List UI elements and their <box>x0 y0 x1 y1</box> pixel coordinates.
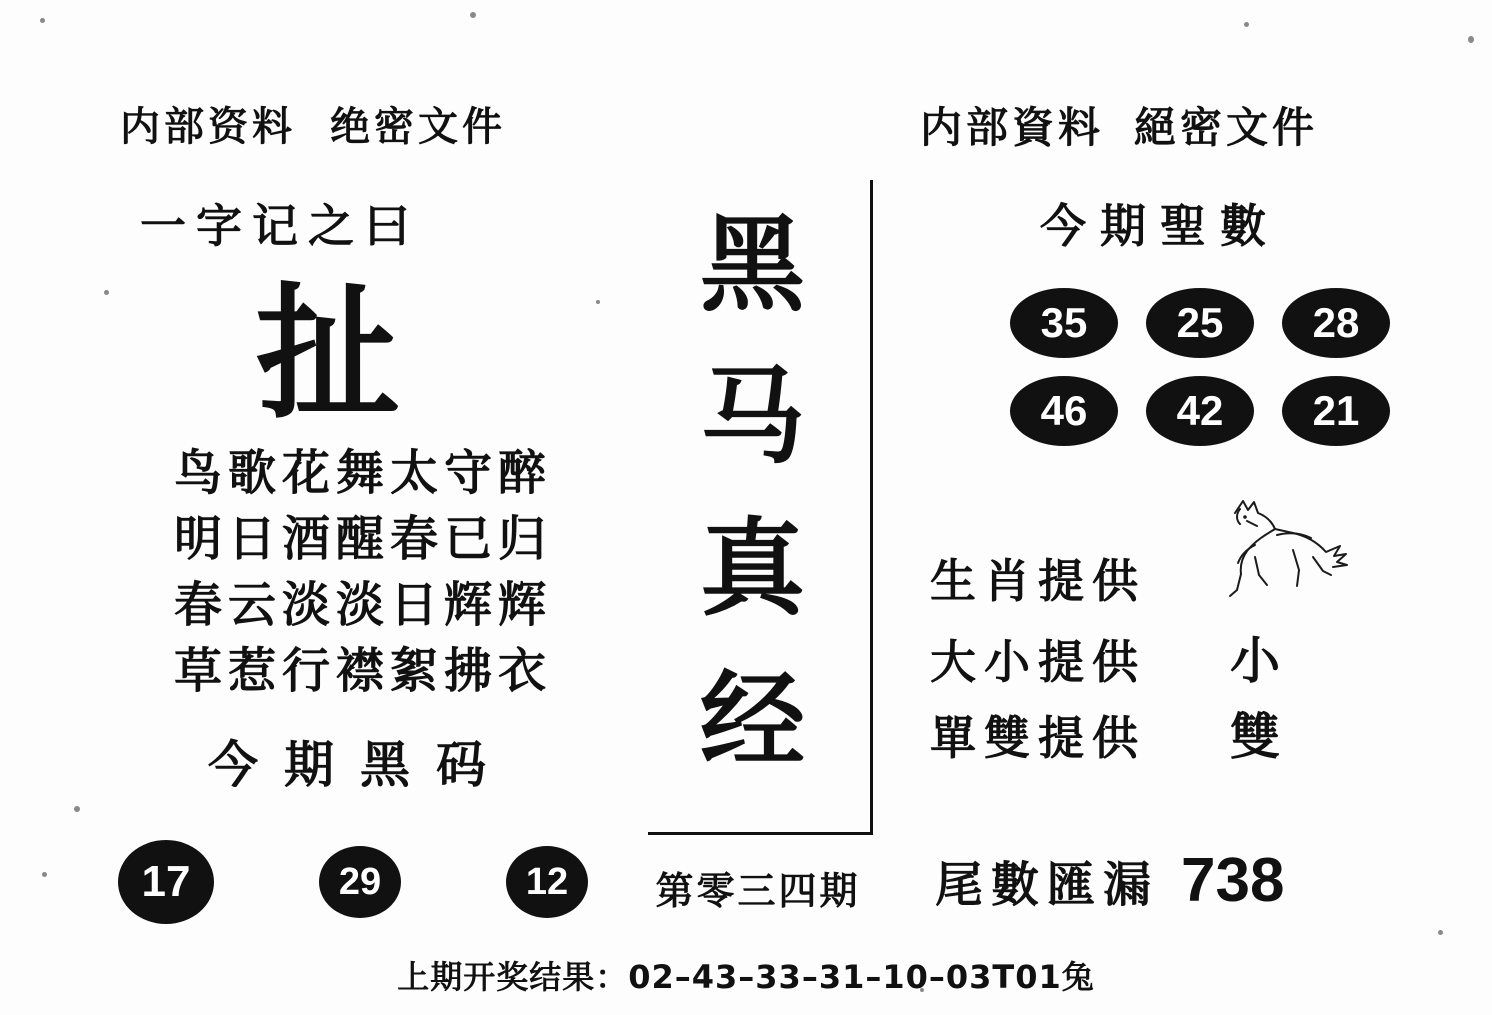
tip-row-oddeven <box>930 697 1490 773</box>
poem-block <box>128 440 598 704</box>
black-code-ball: 29 <box>319 846 401 918</box>
tip-label: 生肖提供 <box>930 554 1146 608</box>
poem-line: 明日酒醒春已归 <box>173 511 552 567</box>
tail-number-value: 738 <box>1181 846 1285 915</box>
holy-number-ball: 35 <box>1010 288 1118 358</box>
holy-number-ball: 25 <box>1146 288 1254 358</box>
featured-character: 扯 <box>255 270 400 439</box>
holy-number-ball: 46 <box>1010 376 1118 446</box>
black-code-ball: 17 <box>118 840 214 924</box>
middle-panel <box>620 0 890 1015</box>
poem-line: 鸟歌花舞太守醉 <box>173 445 552 501</box>
left-subtitle: 一字记之曰 <box>140 199 420 253</box>
poem-line: 春云淡淡日辉辉 <box>173 577 552 633</box>
right-header-part-1: 内部資料 <box>920 103 1105 152</box>
black-code-ball: 12 <box>506 846 588 918</box>
left-panel <box>0 0 620 1015</box>
issue-number: 第零三四期 <box>655 868 861 913</box>
right-panel <box>890 0 1492 1015</box>
black-code-ball-row <box>118 840 588 924</box>
right-header <box>920 95 1318 155</box>
tip-label: 大小提供 <box>930 635 1146 689</box>
left-header-part-2: 绝密文件 <box>330 103 506 150</box>
left-header <box>120 95 506 152</box>
holy-number-ball: 42 <box>1146 376 1254 446</box>
left-header-part-1: 内部资料 <box>120 103 296 150</box>
poem-line: 草惹行襟絮拂衣 <box>173 643 552 699</box>
tip-row-bigsmall <box>930 621 1490 697</box>
tail-number-row <box>935 845 1284 916</box>
holy-numbers-row <box>1010 288 1390 358</box>
tail-number-label: 尾數匯漏 <box>935 857 1160 913</box>
holy-numbers-grid <box>1010 288 1390 464</box>
tip-label: 單雙提供 <box>930 711 1146 765</box>
holy-number-ball: 21 <box>1282 376 1390 446</box>
holy-numbers-row <box>1010 376 1390 446</box>
right-header-part-2: 絕密文件 <box>1134 103 1319 152</box>
publication-title: 黑马真经 <box>699 202 805 782</box>
black-code-label: 今期黑码 <box>208 735 512 794</box>
tips-block <box>930 545 1490 773</box>
previous-draw-result: 上期开奖结果：02–43–33–31–10–03T01兔 <box>397 958 1095 996</box>
holy-numbers-label: 今期聖數 <box>1040 199 1280 253</box>
tip-value: 雙 <box>1230 707 1288 766</box>
tip-row-zodiac <box>930 545 1490 621</box>
holy-number-ball: 28 <box>1282 288 1390 358</box>
tip-value: 小 <box>1230 631 1288 690</box>
